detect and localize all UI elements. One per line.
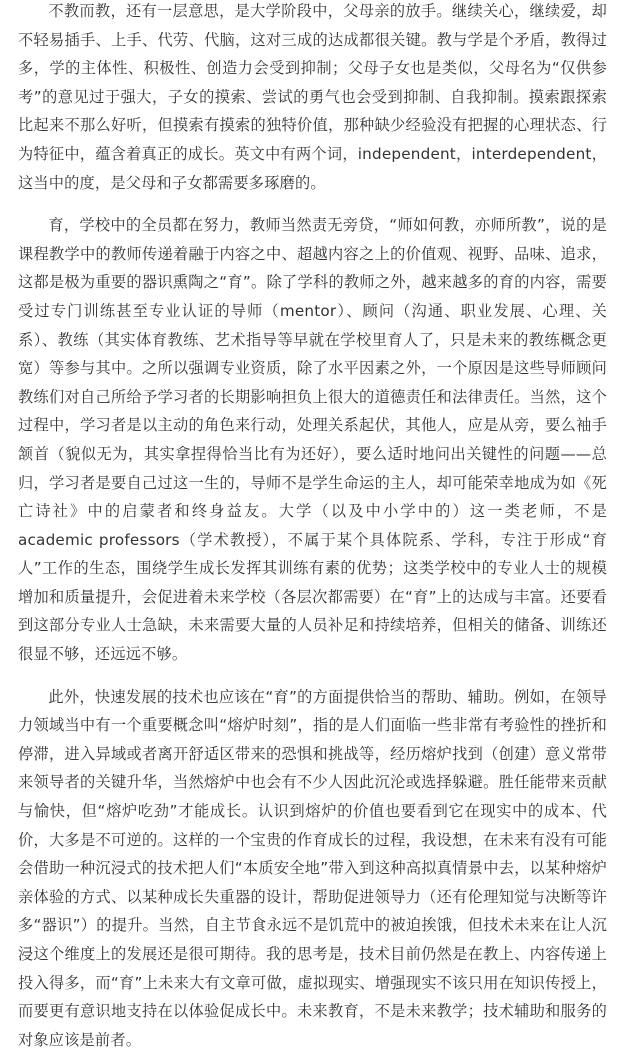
paragraph-school-nurturing-staff: 育，学校中的全员都在努力，教师当然责无旁贷，“师如何教，亦师所教”，说的是课程教学中的教师传递着融于内容之中、超越内容之上的价值观、视野、品味、追求，这都是极为重要的器识熏陶之“育”。除了学科的教师之外，越来越多的育的内容，需要受过专门训练甚至专业认证的导师（mentor）、顾问（沟通、职业发展、心理、关系）、教练（其实体育教练、艺术指导等早就在学校里育人了，只是未来的教练概念更宽）等参与其中。之所以强调专业资质，除了水平因素之外，一个原因是这些导师顾问教练们对自己所给予学习者的长期影响担负上很大的道德责任和法律责任。当然，这个过程中，学习者是以主动的角色来行动，处理关系起伏，其他人，应是从旁，要么袖手颔首（貌似无为，其实拿捏得恰当比有为还好），要么适时地问出关键性的问题——总归，学习者是要自己过这一生的，导师不是学生命运的主人，却可能荣幸地成为如《死亡诗社》中的启蒙者和终身益友。大学（以及中小学中的）这一类老师，不是academic professors（学术教授），不属于某个具体院系、学科，专注于形成“育人”工作的生态，围绕学生成长发挥其训练有素的优势；这类学校中的专业人士的规模增加和质量提升，会促进着未来学校（各层次都需要）在“育”上的达成与丰富。还要看到这部分专业人士急缺，未来需要大量的人员补足和持续培养，但相关的储备、训练还很显不够，还远远不够。 <box>18 216 607 664</box>
paragraph-technology-for-nurturing: 此外，快速发展的技术也应该在“育”的方面提供恰当的帮助、辅助。例如，在领导力领域当中有一个重要概念叫“熔炉时刻”，指的是人们面临一些非常有考验性的挫折和停滞，进入异域或者离开舒适区带来的恐惧和挑战等，经历熔炉找到（创建）意义常带来领导者的关键升华，当然熔炉中也会有不少人因此沉沦或选择躲避。胜任能带来贡献与愉快，但“熔炉吃劲”才能成长。认识到熔炉的价值也要看到它在现实中的成本、代价，大多是不可逆的。这样的一个宝贵的作育成长的过程，我设想，在未来有没有可能会借助一种沉浸式的技术把人们“本质安全地”带入到这种高拟真情景中去，以某种熔炉亲体验的方式、以某种成长失重器的设计，帮助促进领导力（还有伦理知觉与决断等许多“器识”）的提升。当然，自主节食永远不是饥荒中的被迫挨饿，但技术未来在让人沉浸这个维度上的发展还是很可期待。我的思考是，技术目前仍然是在教上、内容传递上投入得多，而“育”上未来大有文章可做，虚拟现实、增强现实不该只用在知识传授上，而要更有意识地支持在以体验促成长中。未来教育，不是未来教学；技术辅助和服务的对象应该是前者。 <box>18 687 607 1049</box>
paragraph-parental-letting-go: 不教而教，还有一层意思，是大学阶段中，父母亲的放手。继续关心，继续爱，却不轻易插手、上手、代劳、代脑，这对三成的达成都很关键。教与学是个矛盾，教得过多，学的主体性、积极性、创造力会受到抑制；父母子女也是类似，父母名为“仅供参考”的意见过于强大，子女的摸索、尝试的勇气也会受到抑制、自我抑制。摸索跟探索比起来不那么好听，但摸索有摸索的独特价值，那种缺少经验没有把握的心理状态、行为特征中，蕴含着真正的成长。英文中有两个词，independent，interdependent，这当中的度，是父母和子女都需要多琢磨的。 <box>18 2 607 192</box>
